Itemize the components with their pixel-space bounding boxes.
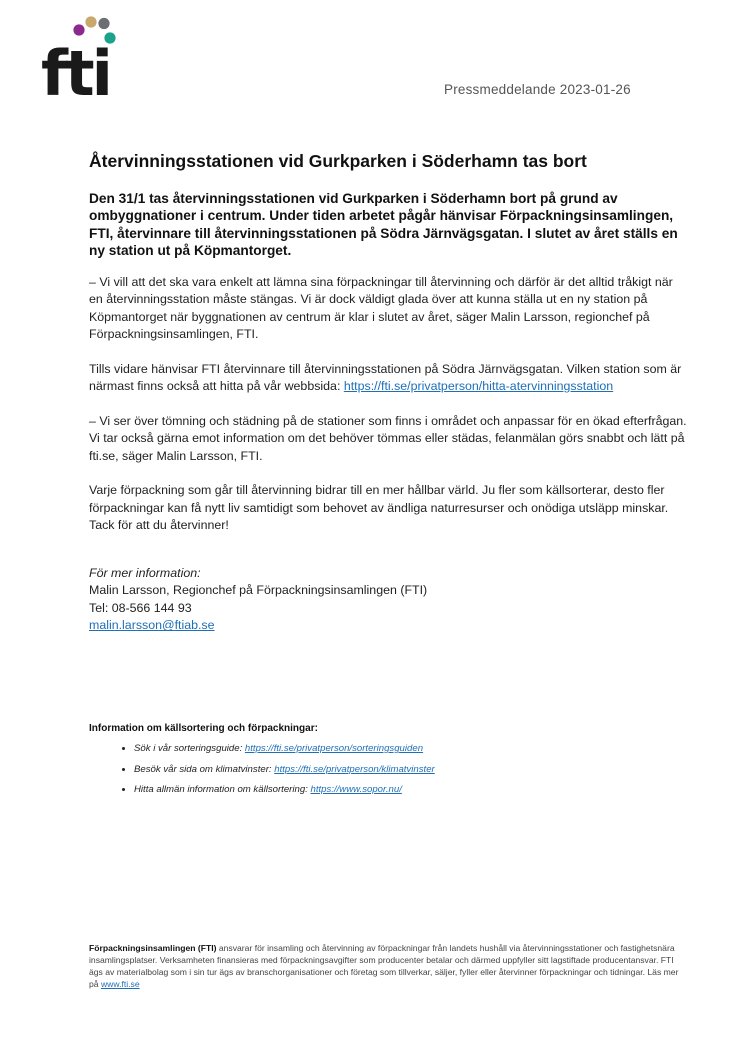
footer-about	[89, 942, 689, 990]
info-heading: Information om källsortering och förpackningar:	[89, 723, 318, 734]
contact-block	[89, 565, 689, 635]
logo-dot-gold	[85, 16, 96, 27]
list-item-text: Hitta allmän information om källsortering:	[134, 784, 311, 795]
article-paragraph-2	[89, 361, 689, 396]
paragraph-2-text: Tills vidare hänvisar FTI återvinnare till återvinningsstationen på Södra Järnvägsgatan. Vilken station som är närmast finns också att hitta på vår webbsida:	[89, 361, 682, 394]
press-release-date: Pressmeddelande 2023-01-26	[444, 82, 631, 97]
list-item-text: Sök i vår sorteringsguide:	[134, 743, 245, 754]
logo-text: fti	[41, 37, 110, 97]
sorting-guide-link[interactable]: https://fti.se/privatperson/sorteringsguiden	[244, 743, 424, 754]
list-item	[134, 763, 689, 776]
article	[89, 150, 689, 635]
info-list	[89, 742, 689, 796]
info-section	[89, 723, 689, 804]
list-item	[134, 742, 689, 755]
logo-dot-purple	[73, 24, 84, 35]
logo-dot-grey	[98, 18, 109, 29]
climate-gains-link[interactable]: https://fti.se/privatperson/klimatvinster	[274, 763, 435, 775]
contact-phone: Tel: 08-566 144 93	[89, 600, 192, 615]
sopor-link[interactable]: https://www.sopor.nu/	[310, 784, 402, 795]
list-item	[134, 783, 689, 796]
footer-fti-link[interactable]: www.fti.se	[100, 979, 140, 989]
article-paragraph-3: – Vi ser över tömning och städning på de stationer som finns i området och anpassar för en ökad efterfrågan. Vi tar också gärna emot information om det behöver tömmas eller städas, felanmälan görs snabbt och lätt på fti.se, säger Malin Larsson, FTI.	[89, 413, 687, 463]
article-lead: Den 31/1 tas återvinningsstationen vid Gurkparken i Söderhamn bort på grund av ombyggnationer i centrum. Under tiden arbetet pågår hänvisar Förpackningsinsamlingen, FTI, återvinnare till återvinningsstationen på Södra Järnvägsgatan. I slutet av året ställs en ny station ut på Köpmantorget.	[89, 190, 678, 259]
footer-org-name: Förpackningsinsamlingen (FTI)	[89, 943, 217, 953]
footer-text: ansvarar för insamling och återvinning av förpackningar från landets hushåll via återvinningsstationer och fastighetsnära insamlingsplatser. Verksamheten finansieras med förpackningsavgifter som producenter betalar och därmed uppfyller sitt lagstiftade producentansvar. FTI ägs av materialbolag som i sin tur ägs av branschorganisationer och företag som tillverkar, säljer, fyller eller återvinner förpackningar och tidningar. Läs mer på	[89, 943, 679, 989]
article-paragraph-4: Varje förpackning som går till återvinning bidrar till en mer hållbar värld. Ju fler som källsorterar, desto fler förpackningar kan få nytt liv samtidigt som behovet av ändliga naturresurser och onödiga utsläpp minskar. Tack för att du återvinner!	[89, 483, 669, 533]
contact-label: För mer information:	[89, 565, 201, 580]
contact-email-link[interactable]: malin.larsson@ftiab.se	[89, 618, 215, 633]
list-item-text: Besök vår sida om klimatvinster:	[134, 763, 275, 775]
article-title: Återvinningsstationen vid Gurkparken i Söderhamn tas bort	[89, 151, 587, 171]
find-station-link[interactable]: https://fti.se/privatperson/hitta-atervinningsstation	[343, 379, 614, 394]
contact-name: Malin Larsson, Regionchef på Förpackningsinsamlingen (FTI)	[89, 583, 428, 598]
article-paragraph-1: – Vi vill att det ska vara enkelt att lämna sina förpackningar till återvinning och därför är det alltid tråkigt när en återvinningsstation måste stängas. Vi är dock väldigt glada över att kunna ställa ut en ny station på Köpmantorget när byggnationen av centrum är klar i slutet av året, säger Malin Larsson, regionchef på Förpackningsinsamlingen, FTI.	[89, 274, 673, 342]
fti-logo	[41, 15, 121, 97]
